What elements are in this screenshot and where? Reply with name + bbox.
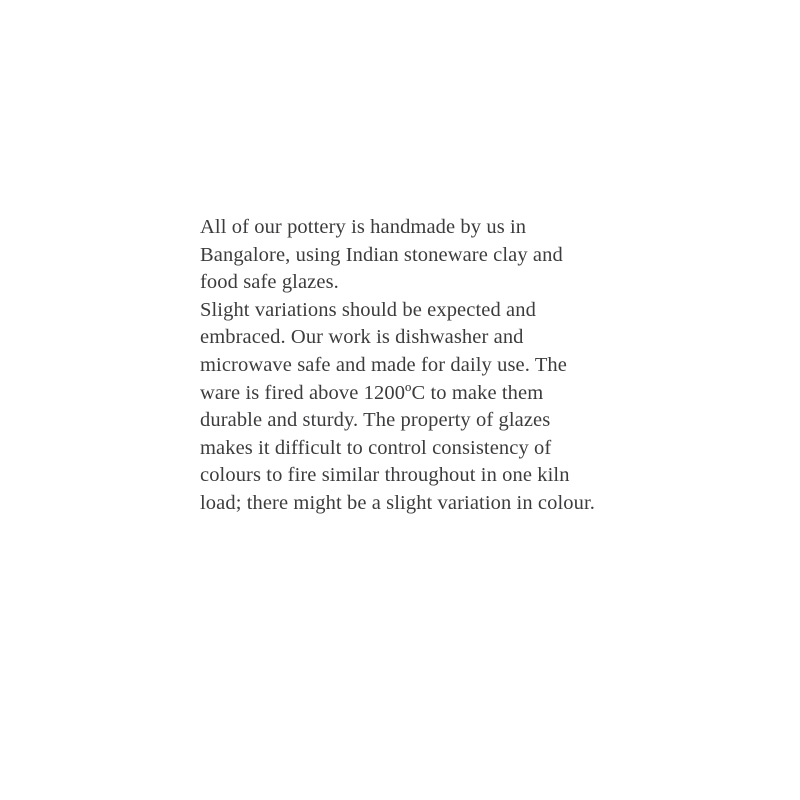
product-care-text xyxy=(200,214,604,518)
paragraph-care: Slight variations should be expected and embraced. Our work is dishwasher and microwave safe and made for daily use. The ware is fired above 1200ºC to make them durable and sturdy. The property of glazes makes it difficult to control consistency of colours to fire similar throughout in one kiln load; there might be a slight variation in colour. xyxy=(200,298,595,514)
paragraph-origin: All of our pottery is handmade by us in Bangalore, using Indian stoneware clay and food safe glazes. xyxy=(200,216,563,294)
